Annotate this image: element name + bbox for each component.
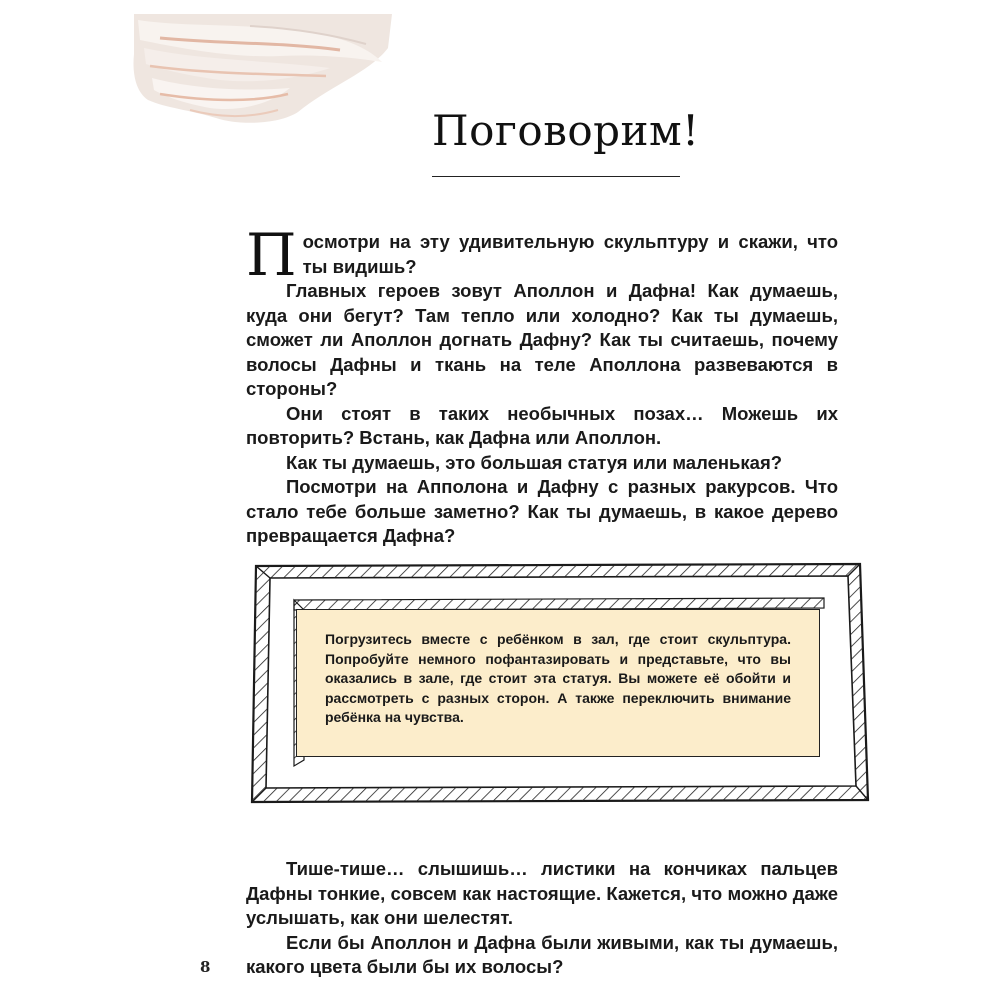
drop-cap: П <box>246 221 297 289</box>
intro-text <box>246 221 838 549</box>
tip-text: Погрузитесь вместе с ребёнком в зал, где стоит скульптура. Попробуйте немного пофантазировать и представьте, что вы оказались в зале, где стоит эта статуя. Вы можете её обойти и рассмотреть с разных сторон. А также переключить внимание ребёнка на чувства. <box>325 631 791 725</box>
intro-paragraph-2: Главных героев зовут Аполлон и Дафна! Как думаешь, куда они бегут? Там тепло или холодно? Как ты думаешь, сможет ли Аполлон догнать Дафну? Как ты считаешь, почему волосы Дафны и ткань на теле Аполлона развеваются в стороны? <box>246 280 838 399</box>
intro-paragraph-1: Посмотри на эту удивительную скульптуру и скажи, что ты видишь? <box>246 221 838 289</box>
outro-paragraph-2: Если бы Аполлон и Дафна были живыми, как ты думаешь, какого цвета были бы их волосы? <box>246 931 838 977</box>
page-title: Поговорим! <box>432 106 700 155</box>
plaster-texture-illustration <box>130 14 392 126</box>
outro-paragraph-1: Тише-тише… слышишь… листики на кончиках пальцев Дафны тонкие, совсем как настоящие. Кажется, что можно даже услышать, как они шелестят. <box>246 858 838 928</box>
intro-paragraph-4: Как ты думаешь, это большая статуя или маленькая? <box>286 451 783 473</box>
title-underline <box>432 176 680 177</box>
intro-paragraph-3: Они стоят в таких необычных позах… Можешь их повторить? Встань, как Дафна или Аполлон. <box>246 402 838 448</box>
intro-paragraph-5: Посмотри на Апполона и Дафну с разных ракурсов. Что стало тебе больше заметно? Как ты думаешь, в какое дерево превращается Дафна? <box>246 476 838 546</box>
outro-text <box>246 857 838 980</box>
page-number: 8 <box>200 958 211 976</box>
parent-tip-box <box>296 609 820 757</box>
